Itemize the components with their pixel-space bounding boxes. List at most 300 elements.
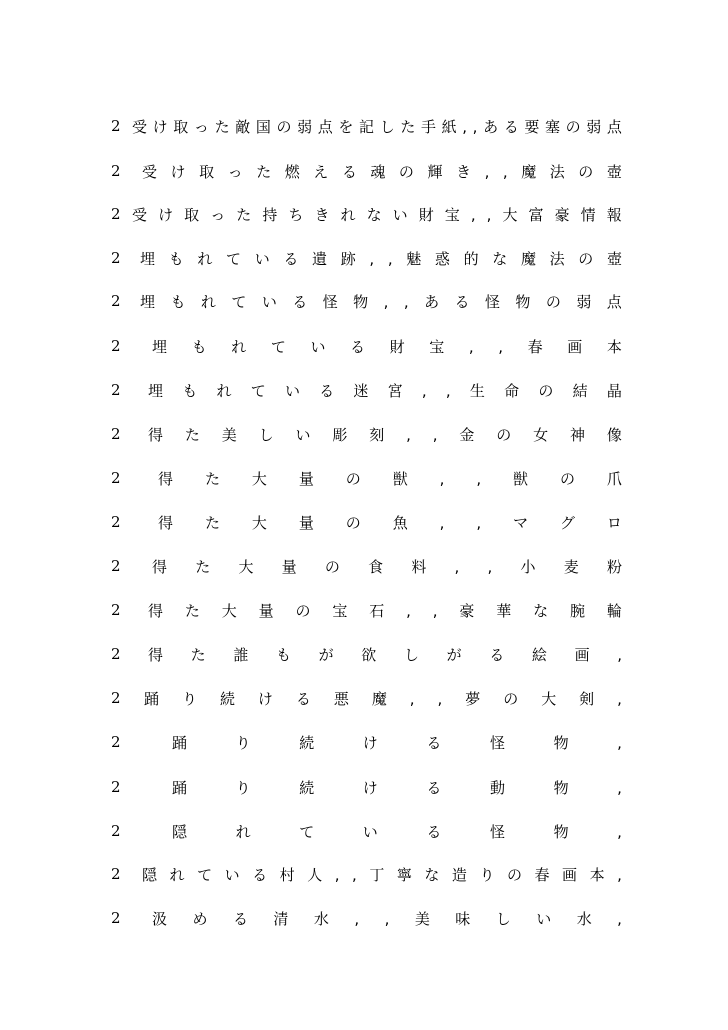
glyph: 味 [455, 910, 471, 928]
glyph: の [496, 426, 512, 444]
glyph: 物 [553, 734, 569, 752]
glyph: 敵 [235, 118, 251, 136]
glyph: , [421, 382, 427, 400]
line-text [132, 205, 622, 225]
glyph: が [318, 646, 334, 664]
line-text [148, 381, 622, 401]
glyph: , [476, 470, 482, 488]
glyph: 情 [580, 206, 596, 224]
glyph: 魂 [370, 163, 386, 181]
glyph: 紙 [441, 118, 457, 136]
glyph: い [295, 426, 311, 444]
line-text [140, 292, 622, 312]
glyph: 量 [298, 470, 314, 488]
glyph: 美 [221, 426, 237, 444]
line-text [152, 337, 622, 357]
glyph: 彫 [332, 426, 348, 444]
glyph: 料 [411, 558, 427, 576]
line-number: 2 [111, 425, 121, 443]
glyph: 人 [307, 866, 323, 884]
line-text [172, 778, 622, 798]
glyph: , [432, 426, 438, 444]
glyph: て [299, 823, 315, 841]
glyph: , [432, 602, 438, 620]
glyph: 獣 [513, 470, 529, 488]
glyph: 像 [606, 426, 622, 444]
glyph: 麦 [563, 558, 579, 576]
glyph: 壺 [606, 163, 622, 181]
glyph: の [345, 470, 361, 488]
glyph: 爪 [606, 470, 622, 488]
glyph: た [184, 602, 200, 620]
glyph: た [184, 426, 200, 444]
glyph: も [182, 382, 198, 400]
line-number: 2 [111, 337, 121, 355]
glyph: 生 [469, 382, 485, 400]
glyph: し [495, 910, 511, 928]
glyph: , [445, 382, 451, 400]
glyph: 大 [251, 470, 267, 488]
glyph: て [197, 866, 213, 884]
glyph: あ [424, 293, 440, 311]
glyph: っ [227, 163, 243, 181]
glyph: , [487, 558, 493, 576]
glyph: 怪 [322, 293, 338, 311]
glyph: 点 [606, 118, 622, 136]
glyph: れ [200, 293, 216, 311]
glyph: , [406, 602, 411, 620]
glyph: 魔 [520, 250, 536, 268]
glyph: 腕 [570, 602, 586, 620]
glyph: 大 [541, 690, 557, 708]
glyph: , [403, 293, 409, 311]
glyph: る [252, 866, 268, 884]
glyph: 食 [368, 558, 384, 576]
line-number: 2 [111, 645, 121, 663]
glyph: い [362, 823, 378, 841]
glyph: を [338, 118, 354, 136]
glyph: 踊 [172, 734, 188, 752]
glyph: 国 [255, 118, 271, 136]
glyph: , [439, 470, 445, 488]
line-text [158, 469, 622, 489]
glyph: 受 [132, 118, 148, 136]
line-number: 2 [111, 205, 121, 223]
glyph: た [256, 163, 272, 181]
glyph: 得 [148, 646, 164, 664]
glyph: 輝 [427, 163, 443, 181]
glyph: い [254, 250, 270, 268]
text-line [0, 469, 728, 493]
glyph: 大 [502, 206, 518, 224]
glyph: 惑 [434, 250, 450, 268]
glyph: , [354, 910, 360, 928]
glyph: , [617, 910, 622, 928]
text-line [0, 778, 728, 802]
glyph: 点 [317, 118, 333, 136]
glyph: 法 [549, 250, 565, 268]
glyph: 大 [238, 558, 254, 576]
glyph: ロ [606, 514, 622, 532]
glyph: 怪 [489, 823, 505, 841]
glyph: 神 [570, 426, 586, 444]
glyph: 手 [420, 118, 436, 136]
glyph: る [426, 734, 442, 752]
glyph: る [232, 910, 248, 928]
line-number: 2 [111, 909, 121, 927]
glyph: の [559, 470, 575, 488]
text-line [0, 425, 728, 449]
glyph: あ [483, 118, 499, 136]
glyph: 夢 [465, 690, 481, 708]
glyph: 画 [574, 646, 590, 664]
glyph: 塞 [544, 118, 560, 136]
glyph: け [158, 206, 174, 224]
glyph: 悪 [333, 690, 349, 708]
glyph: き [314, 206, 330, 224]
line-text [148, 601, 622, 621]
glyph: 怪 [484, 293, 500, 311]
glyph: い [392, 206, 408, 224]
line-text [152, 909, 622, 929]
glyph: 要 [524, 118, 540, 136]
glyph: の [506, 866, 522, 884]
glyph: 村 [279, 866, 295, 884]
glyph: 跡 [340, 250, 356, 268]
glyph: い [536, 910, 552, 928]
glyph: , [484, 163, 490, 181]
glyph: し [379, 118, 395, 136]
glyph: 宝 [429, 338, 445, 356]
line-number: 2 [111, 117, 121, 135]
glyph: 豪 [554, 206, 570, 224]
glyph: , [409, 690, 415, 708]
glyph: 遺 [312, 250, 328, 268]
glyph: , [617, 823, 622, 841]
glyph: え [313, 163, 329, 181]
glyph: れ [235, 823, 251, 841]
glyph: 埋 [140, 293, 156, 311]
glyph: の [545, 293, 561, 311]
glyph: な [424, 866, 440, 884]
line-number: 2 [111, 865, 121, 883]
glyph: , [617, 866, 622, 884]
glyph: 魅 [406, 250, 422, 268]
text-line [0, 557, 728, 581]
glyph: 怪 [489, 734, 505, 752]
glyph: の [503, 690, 519, 708]
glyph: 宝 [444, 206, 460, 224]
line-number: 2 [111, 601, 121, 619]
glyph: 宝 [332, 602, 348, 620]
glyph: , [486, 206, 492, 224]
glyph: 造 [451, 866, 467, 884]
glyph: 剣 [579, 690, 595, 708]
glyph: 点 [606, 293, 622, 311]
glyph: 踊 [144, 690, 160, 708]
glyph: し [258, 426, 274, 444]
glyph: れ [169, 866, 185, 884]
glyph: の [398, 163, 414, 181]
glyph: っ [193, 118, 209, 136]
glyph: 華 [496, 602, 512, 620]
glyph: る [489, 646, 505, 664]
glyph: , [498, 338, 504, 356]
glyph: 画 [567, 338, 583, 356]
glyph: 本 [589, 866, 605, 884]
glyph: 続 [299, 734, 315, 752]
glyph: , [617, 646, 622, 664]
glyph: た [236, 206, 252, 224]
glyph: 燃 [284, 163, 300, 181]
glyph: る [341, 163, 357, 181]
glyph: れ [216, 382, 232, 400]
glyph: 取 [199, 163, 215, 181]
glyph: 宮 [387, 382, 403, 400]
glyph: い [261, 293, 277, 311]
glyph: , [454, 558, 460, 576]
glyph: 丁 [369, 866, 385, 884]
glyph: , [468, 338, 474, 356]
glyph: 踊 [172, 779, 188, 797]
glyph: , [617, 779, 622, 797]
line-number: 2 [111, 557, 121, 575]
glyph: 水 [576, 910, 592, 928]
glyph: り [235, 779, 251, 797]
glyph: も [191, 338, 207, 356]
glyph: る [426, 823, 442, 841]
glyph: , [352, 866, 357, 884]
glyph: 寧 [396, 866, 412, 884]
glyph: 魔 [521, 163, 537, 181]
line-number: 2 [111, 822, 121, 840]
glyph: 富 [528, 206, 544, 224]
text-line [0, 822, 728, 846]
glyph: け [170, 163, 186, 181]
glyph: い [310, 338, 326, 356]
text-line [0, 162, 728, 186]
line-number: 2 [111, 292, 121, 310]
glyph: 獣 [392, 470, 408, 488]
glyph: , [439, 514, 445, 532]
glyph: り [181, 690, 197, 708]
glyph: 粉 [606, 558, 622, 576]
glyph: れ [340, 206, 356, 224]
glyph: , [617, 734, 622, 752]
line-text [152, 557, 622, 577]
glyph: な [533, 602, 549, 620]
glyph: 汲 [152, 910, 168, 928]
glyph: 受 [142, 163, 158, 181]
glyph: い [284, 382, 300, 400]
text-line [0, 292, 728, 316]
glyph: 取 [173, 118, 189, 136]
glyph: の [295, 602, 311, 620]
glyph: る [295, 690, 311, 708]
text-line [0, 733, 728, 757]
glyph: 物 [353, 293, 369, 311]
line-text [148, 645, 622, 665]
text-line [0, 337, 728, 361]
glyph: 埋 [140, 250, 156, 268]
glyph: , [406, 426, 411, 444]
glyph: 画 [562, 866, 578, 884]
glyph: 持 [262, 206, 278, 224]
glyph: 命 [504, 382, 520, 400]
glyph: の [538, 382, 554, 400]
glyph: な [492, 250, 508, 268]
glyph: , [387, 250, 393, 268]
text-line [0, 601, 728, 625]
glyph: る [319, 382, 335, 400]
glyph: 金 [459, 426, 475, 444]
glyph: の [565, 118, 581, 136]
glyph: , [502, 163, 508, 181]
glyph: 晶 [606, 382, 622, 400]
text-line [0, 689, 728, 713]
glyph: 的 [463, 250, 479, 268]
glyph: 誰 [233, 646, 249, 664]
glyph: 財 [418, 206, 434, 224]
glyph: 埋 [152, 338, 168, 356]
glyph: 弱 [297, 118, 313, 136]
glyph: る [350, 338, 366, 356]
glyph: る [283, 250, 299, 268]
glyph: 動 [489, 779, 505, 797]
glyph: 物 [553, 823, 569, 841]
glyph: な [366, 206, 382, 224]
glyph: 美 [414, 910, 430, 928]
glyph: 刻 [369, 426, 385, 444]
glyph: け [362, 779, 378, 797]
line-number: 2 [111, 733, 121, 751]
glyph: 埋 [148, 382, 164, 400]
glyph: た [195, 558, 211, 576]
glyph: れ [231, 338, 247, 356]
glyph: る [454, 293, 470, 311]
glyph: 壺 [606, 250, 622, 268]
glyph: 女 [533, 426, 549, 444]
glyph: る [292, 293, 308, 311]
glyph: 隠 [142, 866, 158, 884]
line-text [140, 249, 622, 269]
glyph: て [226, 250, 242, 268]
glyph: 財 [389, 338, 405, 356]
glyph: が [446, 646, 462, 664]
line-text [172, 733, 622, 753]
glyph: 得 [148, 602, 164, 620]
glyph: 春 [534, 866, 550, 884]
glyph: グ [559, 514, 575, 532]
glyph: た [400, 118, 416, 136]
glyph: の [276, 118, 292, 136]
glyph: て [231, 293, 247, 311]
glyph: 弱 [576, 293, 592, 311]
line-text [144, 689, 622, 709]
glyph: 絵 [531, 646, 547, 664]
glyph: の [345, 514, 361, 532]
line-text [132, 117, 622, 137]
text-line [0, 645, 728, 669]
glyph: れ [197, 250, 213, 268]
text-line [0, 117, 728, 141]
glyph: の [578, 250, 594, 268]
glyph: る [426, 779, 442, 797]
glyph: , [384, 910, 390, 928]
glyph: ち [288, 206, 304, 224]
glyph: け [362, 734, 378, 752]
glyph: り [479, 866, 495, 884]
glyph: き [456, 163, 472, 181]
glyph: 欲 [361, 646, 377, 664]
glyph: 受 [132, 206, 148, 224]
glyph: , [472, 118, 478, 136]
text-line [0, 909, 728, 933]
line-text [142, 162, 622, 182]
glyph: の [578, 163, 594, 181]
glyph: 結 [572, 382, 588, 400]
glyph: も [275, 646, 291, 664]
glyph: マ [513, 514, 529, 532]
glyph: も [168, 250, 184, 268]
glyph: 弱 [586, 118, 602, 136]
glyph: , [462, 118, 468, 136]
line-number: 2 [111, 381, 121, 399]
glyph: 得 [158, 514, 174, 532]
glyph: 水 [313, 910, 329, 928]
glyph: 報 [606, 206, 622, 224]
glyph: 続 [219, 690, 235, 708]
text-line [0, 865, 728, 889]
glyph: た [204, 514, 220, 532]
glyph: 得 [148, 426, 164, 444]
glyph: 記 [359, 118, 375, 136]
line-number: 2 [111, 469, 121, 487]
glyph: る [503, 118, 519, 136]
line-number: 2 [111, 778, 121, 796]
glyph: た [214, 118, 230, 136]
glyph: た [190, 646, 206, 664]
glyph: 本 [606, 338, 622, 356]
glyph: し [403, 646, 419, 664]
glyph: , [476, 514, 482, 532]
glyph: , [470, 206, 476, 224]
line-text [158, 513, 622, 533]
glyph: も [170, 293, 186, 311]
glyph: 魚 [392, 514, 408, 532]
glyph: け [257, 690, 273, 708]
glyph: め [192, 910, 208, 928]
glyph: い [224, 866, 240, 884]
glyph: 大 [221, 602, 237, 620]
line-number: 2 [111, 249, 121, 267]
text-line [0, 205, 728, 229]
glyph: 取 [184, 206, 200, 224]
glyph: , [369, 250, 375, 268]
glyph: 豪 [459, 602, 475, 620]
glyph: 大 [251, 514, 267, 532]
glyph: 物 [553, 779, 569, 797]
glyph: っ [210, 206, 226, 224]
glyph: 得 [152, 558, 168, 576]
text-line [0, 381, 728, 405]
glyph: 石 [369, 602, 385, 620]
glyph: り [235, 734, 251, 752]
glyph: 量 [258, 602, 274, 620]
glyph: 量 [281, 558, 297, 576]
glyph: 魔 [371, 690, 387, 708]
glyph: の [324, 558, 340, 576]
